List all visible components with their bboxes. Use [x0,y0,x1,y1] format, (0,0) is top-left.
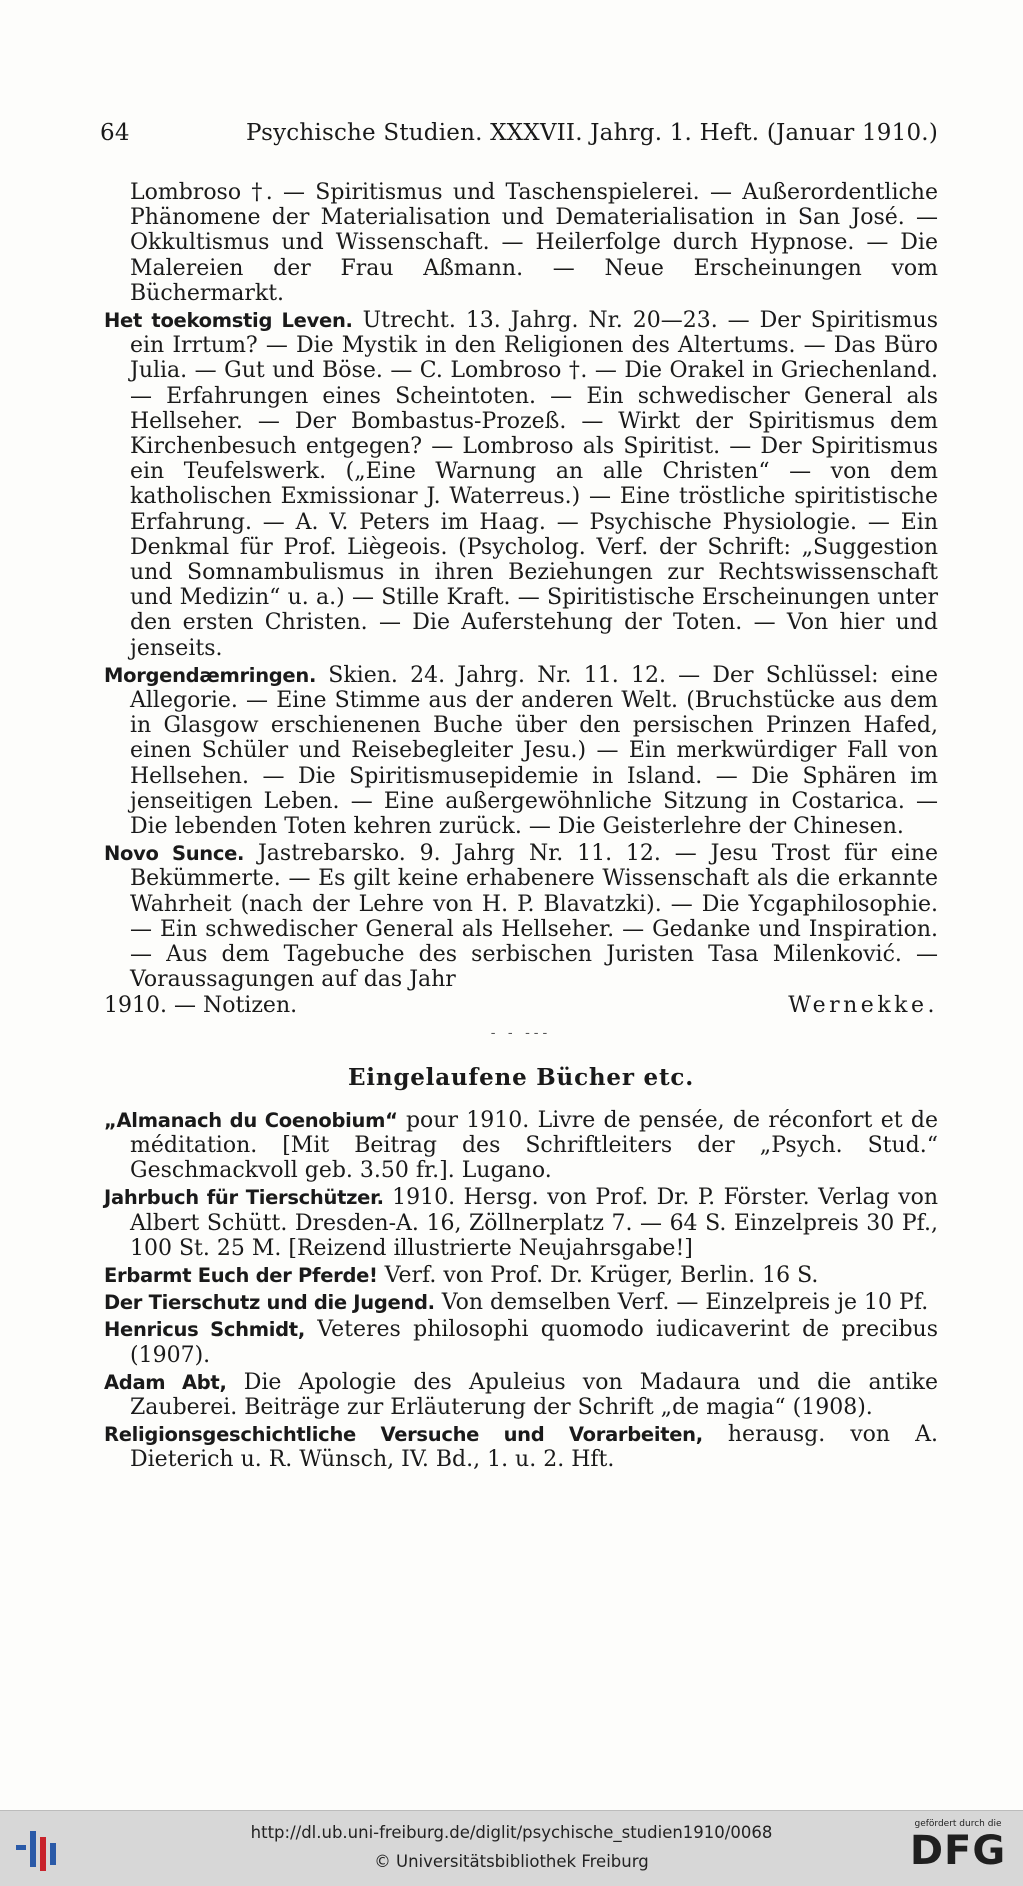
periodical-text: Lombroso †. — Spiritismus und Taschenspielerei. — Außerordentliche Phänomene der Materialisation und Dematerialisation in San José. — Okkultismus und Wissenschaft. — Heilerfolge durch Hypnose. — Die Malereien der Frau Aßmann. — Neue Erscheinungen vom Büchermarkt. [130,180,938,306]
book-details: Verf. von Prof. Dr. Krüger, Berlin. 16 S. [377,1262,819,1288]
book-title: Henricus Schmidt, [104,1318,305,1342]
viewer-footer [0,1810,1023,1886]
book-entry [104,1422,938,1472]
book-title: Adam Abt, [104,1370,227,1394]
book-entry [104,1317,938,1367]
book-entry [104,1185,938,1261]
reviewer-signature: Wernekke. [788,992,938,1018]
book-title: Erbarmt Euch der Pferde! [104,1263,378,1287]
copyright-notice: © Universitätsbibliothek Freiburg [374,1852,649,1871]
book-details: pour 1910. Livre de pensée, de réconfort et de méditation. [Mit Beitrag des Schriftleiters der „Psych. Stud.“ Geschmackvoll geb. 3.50 fr.]. Lugano. [130,1107,938,1184]
periodical-text: Jastrebarsko. 9. Jahrg Nr. 11. 12. — Jesu Trost für eine Bekümmerte. — Es gilt keine erhabenere Wissenschaft als die erkannte Wahrheit (nach der Lehre von H. P. Blavatzki). — Die Ycgaphilosophie. — Ein schwedischer General als Hellseher. — Gedanke und Inspiration. — Aus dem Tagebuche des serbischen Juristen Tasa Milenković. — Voraussagungen auf das Jahr [130,841,938,993]
funding-caption: gefördert durch die [914,1819,1002,1829]
book-entry [104,1108,938,1184]
document-url[interactable]: http://dl.ub.uni-freiburg.de/diglit/psychische_studien1910/0068 [250,1823,773,1842]
running-head [100,120,938,146]
book-details: Die Apologie des Apuleius von Madaura und die antike Zauberei. Beiträge zur Erläuterung der Schrift „de magia“ (1908). [130,1369,938,1420]
page-number: 64 [100,120,130,146]
periodical-name: Novo Sunce. [104,842,245,866]
periodical-entry [104,663,938,839]
running-title: Psychische Studien. XXXVII. Jahrg. 1. Heft. (Januar 1910.) [246,120,938,146]
dfg-funding-block [903,1819,1013,1881]
signature-line [104,992,938,1018]
periodical-name: Morgendæmringen. [104,663,317,687]
book-details: herausg. von A. Dieterich u. R. Wünsch, IV. Bd., 1. u. 2. Hft. [130,1422,938,1473]
section-divider: - - --- [490,1024,552,1041]
periodical-text: Skien. 24. Jahrg. Nr. 11. 12. — Der Schlüssel: eine Allegorie. — Eine Stimme aus der anderen Welt. (Bruchstücke aus dem in Glasgow erschienenen Buche über den persischen Prinzen Hafed, einen Schüler und Reisebegleiter Jesu.) — Ein merkwürdiger Fall von Hellsehen. — Die Spiritismusepidemie in Island. — Die Sphären im jenseitigen Leben. — Eine außergewöhnliche Sitzung in Costarica. — Die lebenden Toten kehren zurück. — Die Geisterlehre der Chinesen. [130,662,939,840]
book-title: „Almanach du Coenobium“ [104,1108,398,1132]
book-details: Von demselben Verf. — Einzelpreis je 10 Pf. [434,1290,929,1316]
section-title: Eingelaufene Bücher etc. [347,1063,695,1091]
periodical-entry-continued [104,180,938,306]
periodical-name: Het toekomstig Leven. [104,309,353,333]
dfg-logo-icon: DFG [909,1828,1007,1874]
page-body [104,180,938,1475]
periodical-last-line: 1910. — Notizen. [104,992,298,1018]
book-title: Jahrbuch für Tierschützer. [104,1186,384,1210]
periodical-text: Utrecht. 13. Jahrg. Nr. 20—23. — Der Spiritismus ein Irrtum? — Die Mystik in den Religionen des Altertums. — Das Büro Julia. — Gut und Böse. — C. Lombroso †. — Die Orakel in Griechenland. — Erfahrungen eines Scheintoten. — Ein schwedischer General als Hellseher. — Der Bombastus-Prozeß. — Wirkt der Spiritismus dem Kirchenbesuch entgegen? — Lombroso als Spiritist. — Der Spiritismus ein Teufelswerk. („Eine Warnung an alle Christen“ — von dem katholischen Exmissionar J. Waterreus.) — Eine tröstliche spiritistische Erfahrung. — A. V. Peters im Haag. — Psychische Physiologie. — Ein Denkmal für Prof. Liègeois. (Psycholog. Verf. der Schrift: „Suggestion und Somnambulismus in ihren Beziehungen zur Rechtswissenschaft und Medizin“ u. a.) — Stille Kraft. — Spiritistische Erscheinungen unter den ersten Christen. — Die Auferstehung der Toten. — Von hier und jenseits. [130,308,938,661]
book-entry [104,1290,938,1315]
book-title: Der Tierschutz und die Jugend. [104,1291,435,1315]
periodical-entry [104,841,938,1017]
book-entry [104,1263,938,1288]
book-title: Religionsgeschichtliche Versuche und Vorarbeiten, [104,1423,703,1447]
book-details: Veteres philosophi quomodo iudicaverint de precibus (1907). [130,1317,938,1368]
periodical-entry [104,308,938,661]
book-entry [104,1370,938,1420]
book-details: 1910. Hersg. von Prof. Dr. P. Förster. Verlag von Albert Schütt. Dresden-A. 16, Zöllnerplatz 7. — 64 S. Einzelpreis 30 Pf., 100 St. 25 M. [Reizend illustrierte Neujahrsgabe!] [130,1185,938,1261]
